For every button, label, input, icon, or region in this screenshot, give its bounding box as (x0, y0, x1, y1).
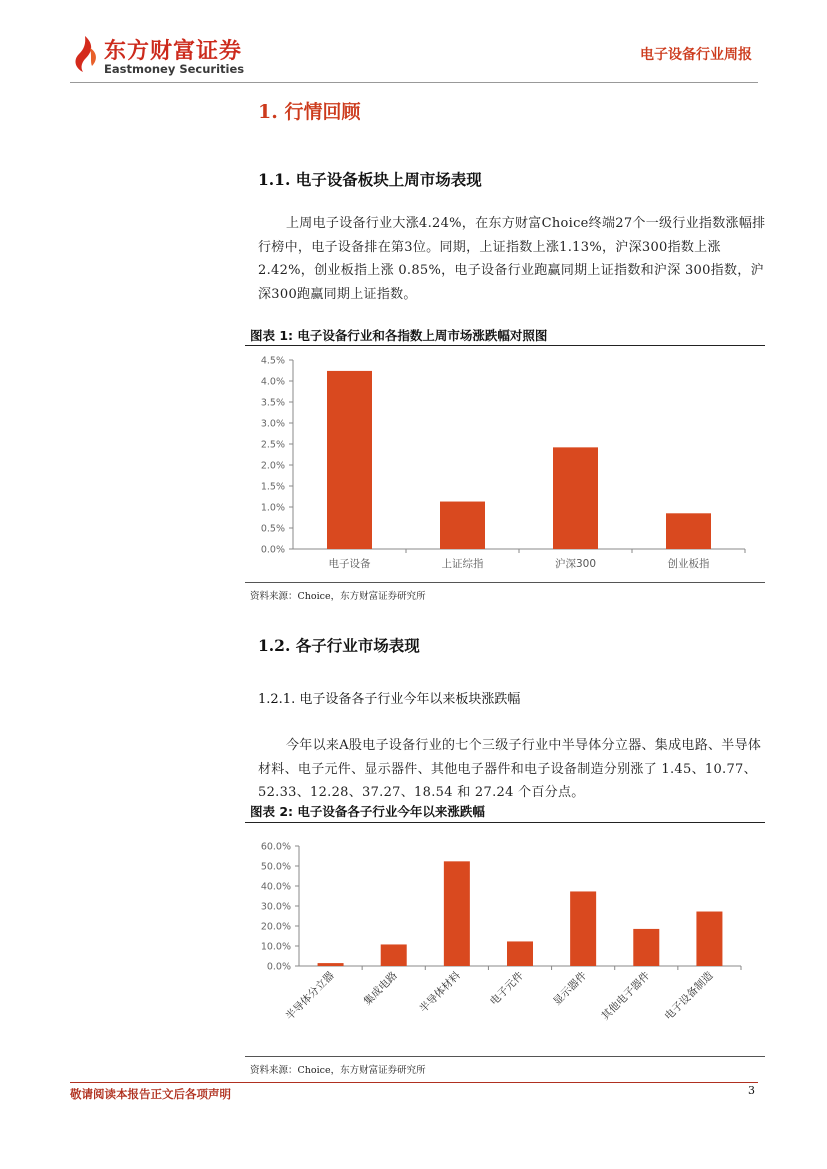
figure-1-source: 资料来源：Choice，东方财富证券研究所 (250, 591, 426, 602)
bar-1 (318, 963, 344, 966)
header-divider (70, 82, 758, 83)
eastmoney-logo-icon (70, 34, 100, 74)
paragraph-market-performance: 上周电子设备行业大涨4.24%，在东方财富Choice终端27个一级行业指数涨幅排行榜中，电子设备排在第3位。同期，上证指数上涨1.13%，沪深300指数上涨 2.42%，创业板指上涨 0.85%，电子设备行业跑赢同期上证指数和沪深 300指数，沪深300跑赢同期上证指数。 (258, 216, 766, 302)
y-tick-label: 3.0% (260, 418, 285, 430)
figure-1-top-rule (245, 345, 765, 346)
y-tick-label: 4.5% (260, 355, 285, 367)
bar-5 (570, 891, 596, 966)
footer-disclaimer: 敬请阅读本报告正文后各项声明 (70, 1087, 231, 1101)
x-category-label: 沪深300 (554, 558, 597, 570)
brand-name-en: Eastmoney Securities (104, 62, 245, 76)
bar-3 (553, 447, 598, 549)
y-tick-label: 3.5% (260, 397, 285, 409)
y-tick-label: 60.0% (260, 841, 291, 853)
subsection-heading-1-1: 1.1. 电子设备板块上周市场表现 (258, 170, 482, 189)
figure-1-title: 图表 1: 电子设备行业和各指数上周市场涨跌幅对照图 (250, 328, 548, 343)
x-category-label: 电子设备 (328, 558, 371, 570)
y-tick-label: 50.0% (260, 861, 291, 873)
bar-6 (633, 929, 659, 966)
subsection-heading-1-2: 1.2. 各子行业市场表现 (258, 636, 420, 655)
y-tick-label: 2.0% (260, 460, 285, 472)
bar-4 (507, 941, 533, 966)
figure-1-bottom-rule (245, 582, 765, 583)
x-category-label: 半导体材料 (417, 969, 463, 1016)
figure-2-top-rule (245, 822, 765, 823)
y-tick-label: 1.0% (260, 502, 285, 514)
x-category-label: 显示器件 (551, 969, 590, 1008)
y-tick-label: 30.0% (260, 901, 291, 913)
figure-2-title: 图表 2: 电子设备各子行业今年以来涨跌幅 (250, 804, 485, 819)
y-tick-label: 0.0% (266, 961, 291, 973)
y-tick-label: 10.0% (260, 941, 291, 953)
y-tick-label: 1.5% (260, 481, 285, 493)
bar-2 (381, 944, 407, 966)
subsubsection-heading-1-2-1: 1.2.1. 电子设备各子行业今年以来板块涨跌幅 (258, 692, 521, 707)
x-category-label: 其他电子器件 (599, 969, 653, 1023)
x-category-label: 半导体分立器 (283, 969, 337, 1023)
section-heading: 1. 行情回顾 (258, 101, 361, 123)
y-tick-label: 4.0% (260, 376, 285, 388)
bar-4 (666, 513, 711, 549)
report-title: 电子设备行业周报 (640, 47, 752, 63)
x-category-label: 电子设备制造 (662, 969, 716, 1023)
figure-2-source: 资料来源：Choice，东方财富证券研究所 (250, 1065, 426, 1076)
figure-1-bar-chart (245, 348, 765, 580)
bar-2 (440, 502, 485, 549)
paragraph-subindustry-performance: 今年以来A股电子设备行业的七个三级子行业中半导体分立器、集成电路、半导体材料、电子元件、显示器件、其他电子器件和电子设备制造分别涨了 1.45、10.77、52.33、12.28、37.27、18.54 和 27.24 个百分点。 (258, 738, 762, 800)
footer-divider (70, 1082, 758, 1083)
y-tick-label: 0.5% (260, 523, 285, 535)
figure-2-bottom-rule (245, 1056, 765, 1057)
bar-7 (696, 912, 722, 966)
x-category-label: 创业板指 (667, 558, 710, 570)
y-tick-label: 0.0% (260, 544, 285, 556)
x-category-label: 集成电路 (361, 969, 400, 1008)
y-tick-label: 40.0% (260, 881, 291, 893)
y-tick-label: 2.5% (260, 439, 285, 451)
bar-1 (327, 371, 372, 549)
bar-3 (444, 861, 470, 966)
brand-name-cn: 东方财富证券 (104, 39, 243, 64)
x-category-label: 上证综指 (441, 558, 484, 570)
figure-2-bar-chart (245, 826, 765, 1054)
x-category-label: 电子元件 (487, 969, 527, 1008)
y-tick-label: 20.0% (260, 921, 291, 933)
page-number: 3 (748, 1084, 755, 1097)
